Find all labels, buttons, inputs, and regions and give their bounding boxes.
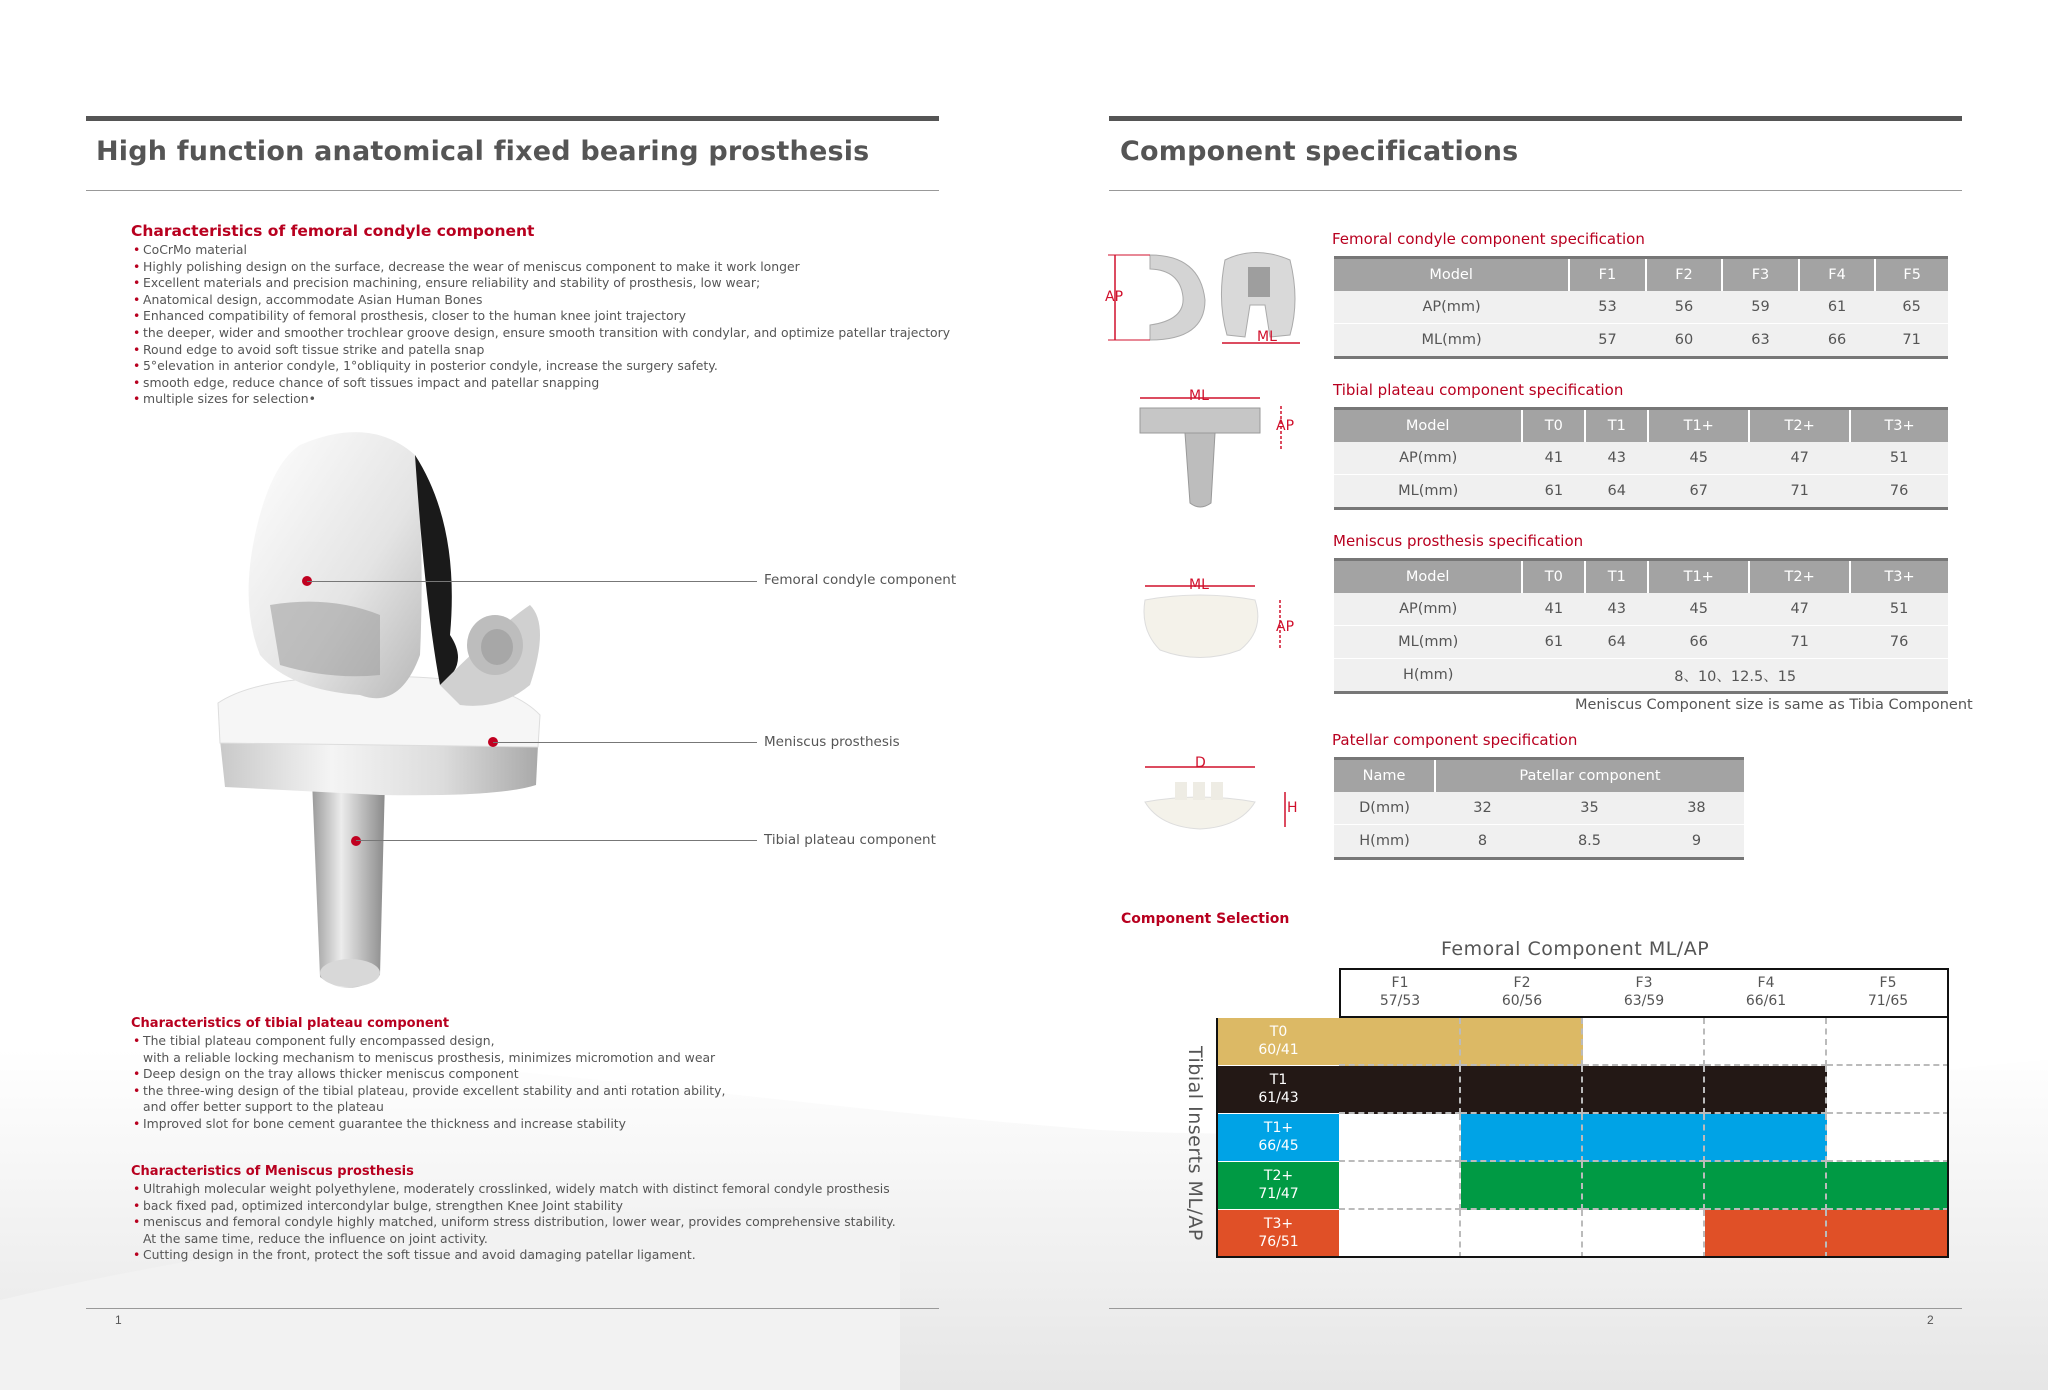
table-cell: AP(mm) — [1334, 291, 1569, 324]
patellar-spec-title: Patellar component specification — [1332, 731, 1578, 749]
table-cell: 65 — [1875, 291, 1948, 324]
table-cell: 41 — [1522, 593, 1585, 626]
column-model: F5 — [1879, 975, 1897, 991]
selection-column-header — [1461, 974, 1583, 1010]
table-cell: ML(mm) — [1334, 475, 1522, 509]
patellar-h-label: H — [1287, 800, 1298, 816]
table-cell: ML(mm) — [1334, 324, 1569, 358]
selection-column-header — [1827, 974, 1949, 1010]
knee-prosthesis-image — [200, 425, 560, 1000]
table-row — [1334, 475, 1948, 509]
list-item: • the three-wing design of the tibial plateau, provide excellent stability and anti rotation ability, — [133, 1082, 726, 1098]
table-cell: 32 — [1435, 792, 1530, 825]
meniscus-ap-label: AP — [1276, 619, 1295, 635]
table-cell: 45 — [1648, 442, 1749, 475]
list-item: and offer better support to the plateau — [143, 1099, 384, 1115]
component-selection-heading: Component Selection — [1121, 911, 1290, 927]
table-header-cell: T1+ — [1648, 409, 1749, 443]
list-item: • Ultrahigh molecular weight polyethylene, moderately crosslinked, widely match with distinct femoral condyle prosthesis — [133, 1181, 890, 1196]
table-row — [1334, 792, 1744, 825]
table-header-row — [1334, 560, 1948, 594]
row-model: T1+ — [1263, 1120, 1294, 1136]
table-cell: 63 — [1722, 324, 1799, 358]
row-model: T0 — [1269, 1024, 1288, 1040]
table-header-cell: Patellar component — [1435, 759, 1744, 793]
table-header-cell: F3 — [1722, 258, 1799, 292]
column-dims: 66/61 — [1745, 993, 1787, 1009]
tibial-spec-title: Tibial plateau component specification — [1333, 381, 1624, 399]
table-header-cell: T2+ — [1749, 560, 1850, 594]
femoral-characteristics-heading: Characteristics of femoral condyle component — [131, 222, 535, 240]
table-cell: 67 — [1648, 475, 1749, 509]
table-cell: 71 — [1875, 324, 1948, 358]
table-header-cell: T3+ — [1850, 409, 1948, 443]
left-title-underline — [86, 190, 939, 191]
table-header-row — [1334, 759, 1744, 793]
table-header-cell: T0 — [1522, 409, 1585, 443]
left-page-number: 1 — [115, 1313, 122, 1327]
table-cell: AP(mm) — [1334, 442, 1522, 475]
table-header-cell: F5 — [1875, 258, 1948, 292]
row-dims: 61/43 — [1258, 1090, 1299, 1106]
table-cell: 61 — [1799, 291, 1876, 324]
table-cell: 51 — [1850, 593, 1948, 626]
table-cell: 41 — [1522, 442, 1585, 475]
list-item: • The tibial plateau component fully encompassed design, — [133, 1033, 495, 1048]
meniscus-ml-label: ML — [1189, 577, 1209, 593]
tibial-dimension-image — [1135, 388, 1295, 513]
list-item: • meniscus and femoral condyle highly matched, uniform stress distribution, lower wear, provides comprehensive stability. — [133, 1214, 896, 1230]
tibial-characteristics-heading: Characteristics of tibial plateau component — [131, 1016, 450, 1031]
table-cell: 57 — [1569, 324, 1646, 358]
left-top-rule — [86, 116, 939, 121]
table-header-cell: F4 — [1799, 258, 1876, 292]
meniscus-spec-note: Meniscus Component size is same as Tibia Component — [1575, 697, 1973, 713]
table-cell: D(mm) — [1334, 792, 1435, 825]
femoral-spec-title: Femoral condyle component specification — [1332, 230, 1645, 248]
row-dims: 71/47 — [1258, 1186, 1299, 1202]
list-item: • smooth edge, reduce chance of soft tissues impact and patellar snapping — [133, 374, 600, 390]
patellar-dimension-image — [1140, 752, 1300, 832]
right-top-rule — [1109, 116, 1962, 121]
column-model: F4 — [1757, 975, 1775, 991]
row-model: T1 — [1269, 1072, 1288, 1088]
left-footer-rule — [86, 1308, 939, 1309]
table-cell: 47 — [1749, 442, 1850, 475]
table-header-cell: T3+ — [1850, 560, 1948, 594]
row-model: T3+ — [1263, 1216, 1294, 1232]
patellar-d-label: D — [1195, 755, 1206, 771]
table-header-cell: Model — [1334, 409, 1522, 443]
table-cell: 71 — [1749, 626, 1850, 659]
list-item: • Improved slot for bone cement guarantee the thickness and increase stability — [133, 1115, 626, 1131]
selection-x-title: Femoral Component ML/AP — [1441, 938, 1710, 960]
table-cell: AP(mm) — [1334, 593, 1522, 626]
table-row — [1334, 324, 1948, 358]
table-cell: 47 — [1749, 593, 1850, 626]
table-cell: H(mm) — [1334, 825, 1435, 859]
table-cell: 60 — [1646, 324, 1723, 358]
list-item: • Deep design on the tray allows thicker meniscus component — [133, 1066, 519, 1082]
column-dims: 71/65 — [1867, 993, 1909, 1009]
selection-column-header — [1705, 974, 1827, 1010]
right-page-title: Component specifications — [1120, 136, 1519, 167]
table-cell: 76 — [1850, 626, 1948, 659]
table-row — [1334, 442, 1948, 475]
list-item: • 5°elevation in anterior condyle, 1°obliquity in posterior condyle, increase the surgery safety. — [133, 358, 718, 374]
list-item: • Cutting design in the front, protect the soft tissue and avoid damaging patellar ligament. — [133, 1247, 696, 1263]
right-title-underline — [1109, 190, 1962, 191]
left-page-title: High function anatomical fixed bearing prosthesis — [96, 136, 870, 167]
meniscus-characteristics-list — [133, 1181, 896, 1264]
table-header-row — [1334, 258, 1948, 292]
table-row — [1334, 626, 1948, 659]
table-header-cell: T2+ — [1749, 409, 1850, 443]
meniscus-callout-line — [493, 742, 757, 743]
table-cell: 61 — [1522, 475, 1585, 509]
list-item: • CoCrMo material — [133, 242, 247, 257]
table-header-row — [1334, 409, 1948, 443]
list-item: At the same time, reduce the influence on joint activity. — [143, 1230, 488, 1246]
table-header-cell: F2 — [1646, 258, 1723, 292]
right-page-number: 2 — [1927, 1313, 1934, 1327]
table-cell: 35 — [1530, 792, 1649, 825]
row-dims: 76/51 — [1258, 1234, 1299, 1250]
list-item: with a reliable locking mechanism to meniscus prosthesis, minimizes micromotion and wear — [143, 1049, 716, 1065]
table-cell: 53 — [1569, 291, 1646, 324]
femoral-callout-line — [307, 581, 757, 582]
table-header-cell: T0 — [1522, 560, 1585, 594]
column-dims: 63/59 — [1623, 993, 1665, 1009]
meniscus-dimension-image — [1140, 570, 1300, 665]
meniscus-spec-table — [1334, 558, 1948, 694]
femoral-ap-label: AP — [1105, 289, 1124, 305]
table-cell: 59 — [1722, 291, 1799, 324]
table-cell: 76 — [1850, 475, 1948, 509]
selection-frame — [1216, 1018, 1949, 1258]
table-header-cell: F1 — [1569, 258, 1646, 292]
row-model: T2+ — [1263, 1168, 1294, 1184]
meniscus-spec-title: Meniscus prosthesis specification — [1333, 532, 1584, 550]
column-model: F1 — [1391, 975, 1409, 991]
table-row — [1334, 659, 1948, 693]
femoral-callout-label: Femoral condyle component — [764, 572, 957, 588]
femoral-characteristics-list — [133, 242, 950, 408]
table-header-cell: T1 — [1585, 409, 1648, 443]
meniscus-callout-label: Meniscus prosthesis — [764, 734, 900, 750]
femoral-spec-table — [1334, 256, 1948, 359]
table-header-cell: Model — [1334, 258, 1569, 292]
list-item: • multiple sizes for selection• — [133, 391, 316, 407]
right-footer-rule — [1109, 1308, 1962, 1309]
tibial-characteristics-list — [133, 1033, 725, 1133]
list-item: • Anatomical design, accommodate Asian Human Bones — [133, 291, 483, 307]
tibial-ap-label: AP — [1276, 418, 1295, 434]
column-dims: 60/56 — [1501, 993, 1543, 1009]
row-dims: 66/45 — [1258, 1138, 1299, 1154]
table-header-cell: T1 — [1585, 560, 1648, 594]
row-dims: 60/41 — [1258, 1042, 1299, 1058]
column-dims: 57/53 — [1379, 993, 1421, 1009]
table-cell: 51 — [1850, 442, 1948, 475]
table-cell: ML(mm) — [1334, 626, 1522, 659]
table-cell: 64 — [1585, 626, 1648, 659]
table-header-cell: Model — [1334, 560, 1522, 594]
table-cell: 56 — [1646, 291, 1723, 324]
list-item: • Excellent materials and precision machining, ensure reliability and stability of prosthesis, low wear; — [133, 275, 761, 291]
column-model: F2 — [1513, 975, 1531, 991]
table-cell: 8 — [1435, 825, 1530, 859]
selection-column-header — [1583, 974, 1705, 1010]
table-cell: 66 — [1799, 324, 1876, 358]
table-row — [1334, 291, 1948, 324]
list-item: • Enhanced compatibility of femoral prosthesis, closer to the human knee joint trajectory — [133, 308, 687, 324]
table-cell: 61 — [1522, 626, 1585, 659]
tibial-spec-table — [1334, 407, 1948, 510]
meniscus-characteristics-heading: Characteristics of Meniscus prosthesis — [131, 1164, 414, 1179]
column-model: F3 — [1635, 975, 1653, 991]
list-item: • Round edge to avoid soft tissue strike and patella snap — [133, 341, 485, 357]
table-cell: 9 — [1649, 825, 1744, 859]
selection-column-header — [1339, 974, 1461, 1010]
table-cell: 64 — [1585, 475, 1648, 509]
table-row — [1334, 593, 1948, 626]
table-cell: 45 — [1648, 593, 1749, 626]
tibial-callout-dot — [351, 836, 361, 846]
list-item: • the deeper, wider and smoother trochlear groove design, ensure smooth transition with condylar, and optimize patellar trajectory — [133, 324, 951, 340]
tibial-ml-label: ML — [1189, 388, 1209, 404]
list-item: • back fixed pad, optimized intercondylar bulge, strengthen Knee Joint stability — [133, 1197, 623, 1213]
list-item: • Highly polishing design on the surface, decrease the wear of meniscus component to make it work longer — [133, 258, 800, 274]
patellar-spec-table — [1334, 757, 1744, 860]
table-cell: 8.5 — [1530, 825, 1649, 859]
table-cell: 66 — [1648, 626, 1749, 659]
table-cell: 43 — [1585, 442, 1648, 475]
table-cell: 8、10、12.5、15 — [1522, 659, 1948, 693]
femoral-ml-label: ML — [1257, 329, 1277, 345]
table-header-cell: Name — [1334, 759, 1435, 793]
table-cell: 38 — [1649, 792, 1744, 825]
table-cell: 43 — [1585, 593, 1648, 626]
selection-y-title: Tibial Inserts ML/AP — [1184, 1046, 1206, 1241]
table-header-cell: T1+ — [1648, 560, 1749, 594]
table-row — [1334, 825, 1744, 859]
table-cell: H(mm) — [1334, 659, 1522, 693]
tibial-callout-label: Tibial plateau component — [764, 832, 936, 848]
tibial-callout-line — [356, 840, 757, 841]
table-cell: 71 — [1749, 475, 1850, 509]
